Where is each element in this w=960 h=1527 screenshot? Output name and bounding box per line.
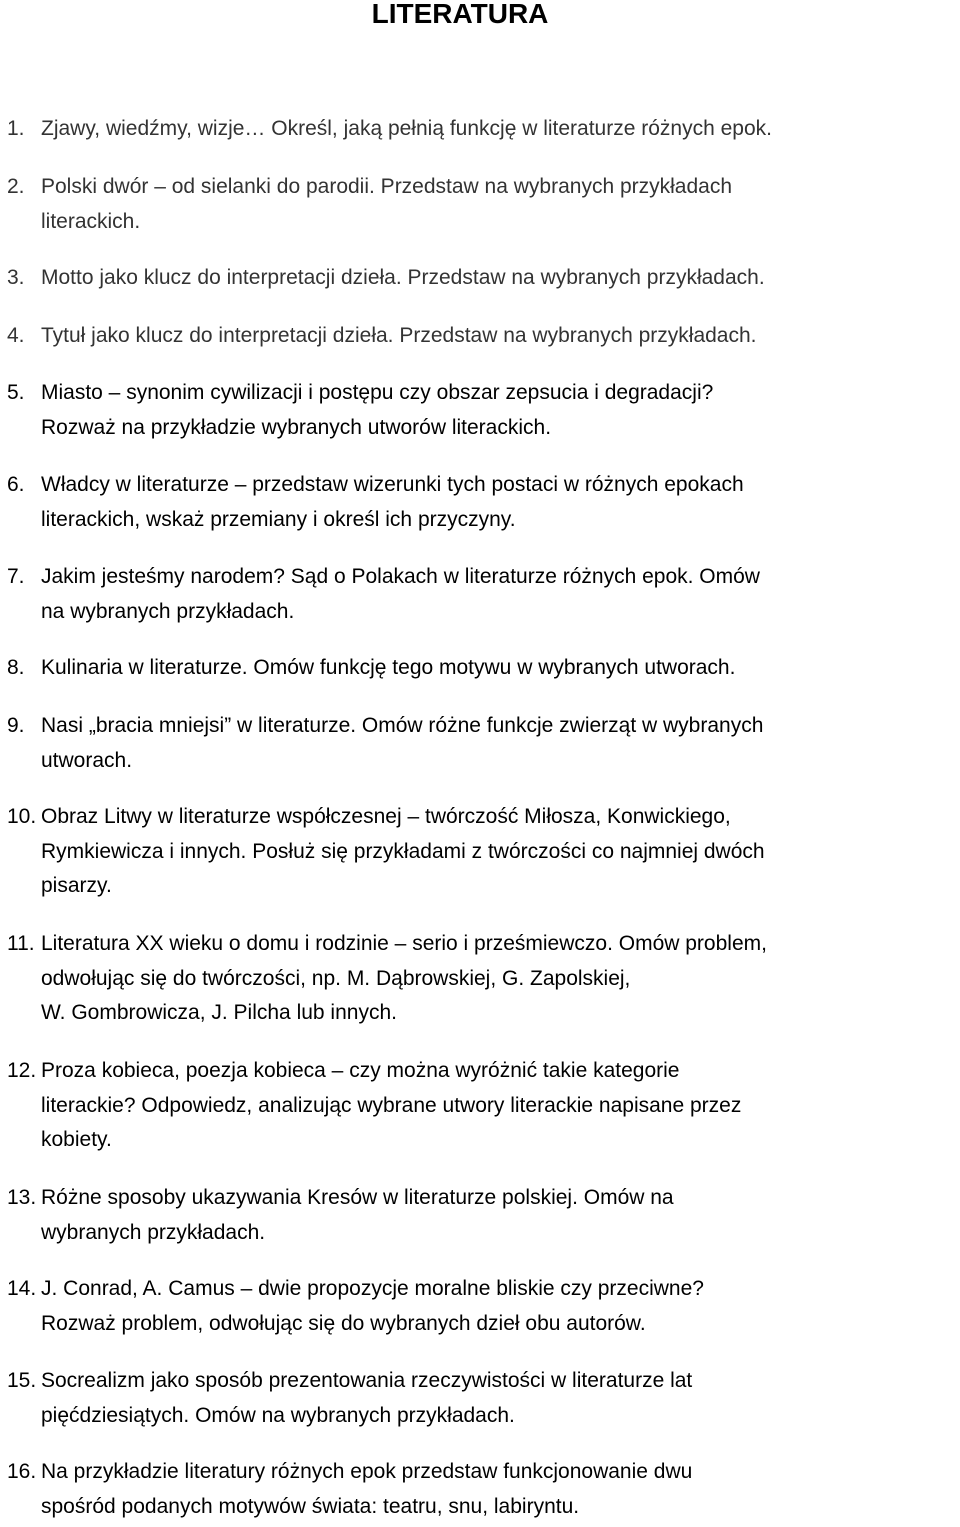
topic-text: Literatura XX wieku o domu i rodzinie – serio i prześmiewczo. Omów problem, odwołując się do twórczości, np. M. Dąbrowskiej, G. Zapolskiej, W. Gombrowicza, J. Pilcha lub innych.	[41, 932, 767, 1024]
topic-text: Socrealizm jako sposób prezentowania rzeczywistości w literaturze lat pięćdziesiątych. Omów na wybranych przykładach.	[41, 1369, 693, 1427]
topic-text: Miasto – synonim cywilizacji i postępu czy obszar zepsucia i degradacji? Rozważ na przykładzie wybranych utworów literackich.	[41, 381, 714, 439]
topic-text: Proza kobieca, poezja kobieca – czy można wyróżnić takie kategorie literackie? Odpowiedz, analizując wybrane utwory literackie napisane przez kobiety.	[41, 1059, 742, 1151]
topic-text: J. Conrad, A. Camus – dwie propozycje moralne bliskie czy przeciwne? Rozważ problem, odwołując się do wybranych dzieł obu autorów.	[41, 1277, 704, 1335]
topic-number: 14.	[7, 1277, 37, 1300]
topic-text: Różne sposoby ukazywania Kresów w literaturze polskiej. Omów na wybranych przykładach.	[41, 1186, 674, 1244]
topic-number: 16.	[7, 1460, 37, 1483]
topic-number: 3.	[7, 266, 25, 289]
topic-text: Obraz Litwy w literaturze współczesnej – twórczość Miłosza, Konwickiego, Rymkiewicza i innych. Posłuż się przykładami z twórczości co najmniej dwóch pisarzy.	[41, 805, 765, 897]
topic-number: 4.	[7, 324, 25, 347]
topic-text: Na przykładzie literatury różnych epok przedstaw funkcjonowanie dwu spośród podanych motywów świata: teatru, snu, labiryntu.	[41, 1460, 693, 1518]
topic-text: Polski dwór – od sielanki do parodii. Przedstaw na wybranych przykładach literackich.	[41, 175, 733, 233]
topic-number: 12.	[7, 1059, 37, 1082]
topic-number: 10.	[7, 805, 37, 828]
topic-number: 9.	[7, 714, 25, 737]
topic-number: 5.	[7, 381, 25, 404]
topic-number: 11.	[7, 932, 35, 955]
topic-text: Zjawy, wiedźmy, wizje… Określ, jaką pełnią funkcję w literaturze różnych epok.	[41, 117, 772, 140]
topic-number: 15.	[7, 1369, 37, 1392]
document-title: LITERATURA	[371, 0, 549, 29]
topic-number: 7.	[7, 565, 25, 588]
topic-number: 13.	[7, 1186, 37, 1209]
topic-text: Kulinaria w literaturze. Omów funkcję tego motywu w wybranych utworach.	[41, 656, 736, 679]
topic-text: Motto jako klucz do interpretacji dzieła. Przedstaw na wybranych przykładach.	[41, 266, 765, 289]
topic-number: 2.	[7, 175, 25, 198]
topic-text: Tytuł jako klucz do interpretacji dzieła. Przedstaw na wybranych przykładach.	[41, 324, 757, 347]
topic-number: 6.	[7, 473, 25, 496]
topic-text: Jakim jesteśmy narodem? Sąd o Polakach w literaturze różnych epok. Omów na wybranych przykładach.	[41, 565, 760, 623]
topic-number: 8.	[7, 656, 25, 679]
topic-text: Nasi „bracia mniejsi” w literaturze. Omów różne funkcje zwierząt w wybranych utworach.	[41, 714, 764, 772]
topic-text: Władcy w literaturze – przedstaw wizerunki tych postaci w różnych epokach literackich, wskaż przemiany i określ ich przyczyny.	[41, 473, 744, 531]
topic-number: 1.	[7, 117, 25, 140]
